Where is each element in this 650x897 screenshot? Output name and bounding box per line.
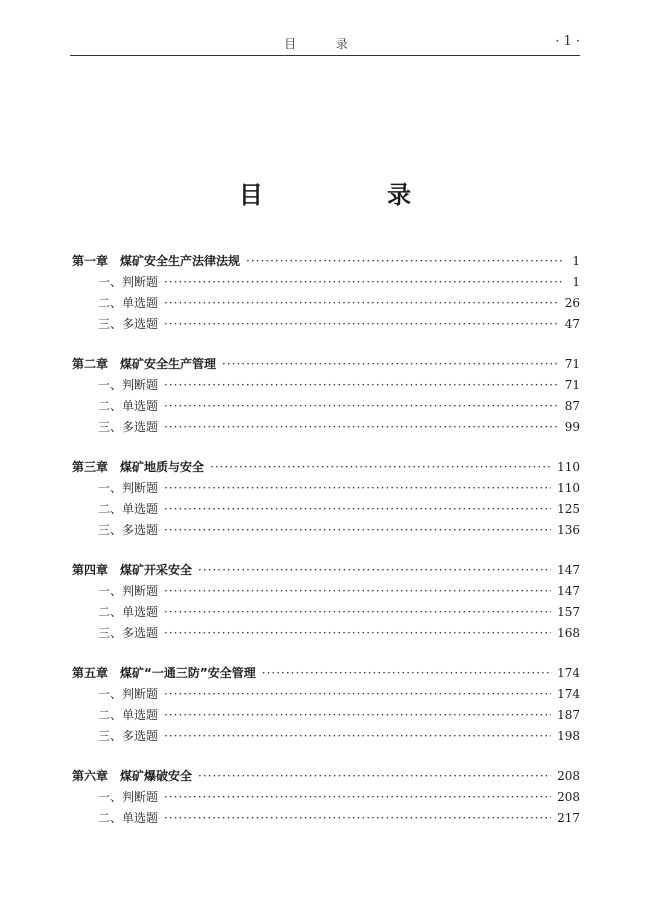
dot-leader — [164, 396, 559, 417]
toc-section-entry[interactable] — [72, 272, 580, 293]
section-page: 87 — [564, 399, 580, 413]
section-label: 二、单选题 — [98, 708, 159, 722]
dot-leader — [164, 520, 551, 541]
dot-leader — [164, 272, 564, 293]
section-label: 一、判断题 — [98, 481, 159, 495]
chapter-number: 第二章 — [72, 357, 109, 371]
chapter-page: 1 — [572, 254, 580, 268]
toc-chapter — [72, 663, 580, 747]
section-page: 136 — [557, 523, 580, 537]
toc-section-entry[interactable] — [72, 396, 580, 417]
section-page: 26 — [564, 296, 580, 310]
toc-section-entry[interactable] — [72, 787, 580, 808]
running-header-title: 目 录 — [284, 37, 366, 51]
section-page: 208 — [557, 790, 580, 804]
dot-leader — [198, 766, 551, 787]
chapter-title: 煤矿地质与安全 — [120, 460, 205, 474]
dot-leader — [164, 787, 551, 808]
toc-section-entry[interactable] — [72, 417, 580, 438]
section-label: 二、单选题 — [98, 399, 159, 413]
section-page: 110 — [557, 481, 580, 495]
section-label: 二、单选题 — [98, 296, 159, 310]
toc-chapter-entry[interactable] — [72, 251, 580, 272]
toc-section-entry[interactable] — [72, 808, 580, 829]
chapter-title: 煤矿开采安全 — [120, 563, 193, 577]
section-label: 一、判断题 — [98, 275, 159, 289]
section-page: 157 — [557, 605, 580, 619]
chapter-number: 第三章 — [72, 460, 109, 474]
dot-leader — [164, 314, 559, 335]
chapter-number: 第五章 — [72, 666, 109, 680]
toc-section-entry[interactable] — [72, 581, 580, 602]
chapter-number: 第四章 — [72, 563, 109, 577]
toc-chapter — [72, 457, 580, 541]
chapter-number: 第六章 — [72, 769, 109, 783]
dot-leader — [222, 354, 559, 375]
section-page: 147 — [557, 584, 580, 598]
section-page: 168 — [557, 626, 580, 640]
toc-section-entry[interactable] — [72, 478, 580, 499]
section-label: 三、多选题 — [98, 317, 159, 331]
section-page: 217 — [557, 811, 580, 825]
section-page: 99 — [564, 420, 580, 434]
dot-leader — [198, 560, 551, 581]
table-of-contents — [72, 251, 580, 848]
section-label: 一、判断题 — [98, 687, 159, 701]
toc-chapter-entry[interactable] — [72, 663, 580, 684]
chapter-page: 208 — [557, 769, 580, 783]
chapter-page: 147 — [557, 563, 580, 577]
toc-section-entry[interactable] — [72, 520, 580, 541]
section-page: 174 — [557, 687, 580, 701]
chapter-title: 煤矿“一通三防”安全管理 — [120, 666, 256, 680]
running-header — [70, 33, 580, 56]
section-page: 125 — [557, 502, 580, 516]
toc-chapter — [72, 766, 580, 829]
chapter-number: 第一章 — [72, 254, 109, 268]
toc-chapter-entry[interactable] — [72, 457, 580, 478]
toc-section-entry[interactable] — [72, 314, 580, 335]
toc-section-entry[interactable] — [72, 623, 580, 644]
dot-leader — [164, 705, 551, 726]
dot-leader — [164, 623, 551, 644]
section-label: 三、多选题 — [98, 729, 159, 743]
toc-chapter — [72, 560, 580, 644]
toc-chapter — [72, 251, 580, 335]
toc-section-entry[interactable] — [72, 684, 580, 705]
toc-section-entry[interactable] — [72, 375, 580, 396]
chapter-title: 煤矿安全生产管理 — [120, 357, 217, 371]
toc-chapter-entry[interactable] — [72, 766, 580, 787]
chapter-page: 71 — [564, 357, 580, 371]
toc-chapter-entry[interactable] — [72, 354, 580, 375]
dot-leader — [164, 499, 551, 520]
dot-leader — [164, 581, 551, 602]
dot-leader — [164, 808, 551, 829]
dot-leader — [164, 375, 559, 396]
section-page: 71 — [564, 378, 580, 392]
dot-leader — [262, 663, 551, 684]
toc-chapter-entry[interactable] — [72, 560, 580, 581]
chapter-page: 174 — [557, 666, 580, 680]
section-label: 二、单选题 — [98, 811, 159, 825]
section-label: 三、多选题 — [98, 420, 159, 434]
dot-leader — [164, 417, 559, 438]
section-label: 二、单选题 — [98, 502, 159, 516]
section-label: 一、判断题 — [98, 790, 159, 804]
section-page: 187 — [557, 708, 580, 722]
page-number: · 1 · — [555, 34, 580, 49]
section-label: 一、判断题 — [98, 584, 159, 598]
toc-section-entry[interactable] — [72, 293, 580, 314]
section-page: 47 — [564, 317, 580, 331]
dot-leader — [164, 726, 551, 747]
toc-title: 目 录 — [238, 181, 470, 209]
section-page: 1 — [572, 275, 580, 289]
dot-leader — [210, 457, 551, 478]
section-label: 三、多选题 — [98, 626, 159, 640]
toc-section-entry[interactable] — [72, 705, 580, 726]
chapter-title: 煤矿安全生产法律法规 — [120, 254, 241, 268]
section-page: 198 — [557, 729, 580, 743]
dot-leader — [164, 478, 551, 499]
dot-leader — [164, 293, 559, 314]
chapter-page: 110 — [557, 460, 580, 474]
toc-section-entry[interactable] — [72, 726, 580, 747]
section-label: 三、多选题 — [98, 523, 159, 537]
section-label: 一、判断题 — [98, 378, 159, 392]
dot-leader — [246, 251, 564, 272]
dot-leader — [164, 684, 551, 705]
section-label: 二、单选题 — [98, 605, 159, 619]
toc-chapter — [72, 354, 580, 438]
chapter-title: 煤矿爆破安全 — [120, 769, 193, 783]
toc-section-entry[interactable] — [72, 602, 580, 623]
toc-section-entry[interactable] — [72, 499, 580, 520]
dot-leader — [164, 602, 551, 623]
